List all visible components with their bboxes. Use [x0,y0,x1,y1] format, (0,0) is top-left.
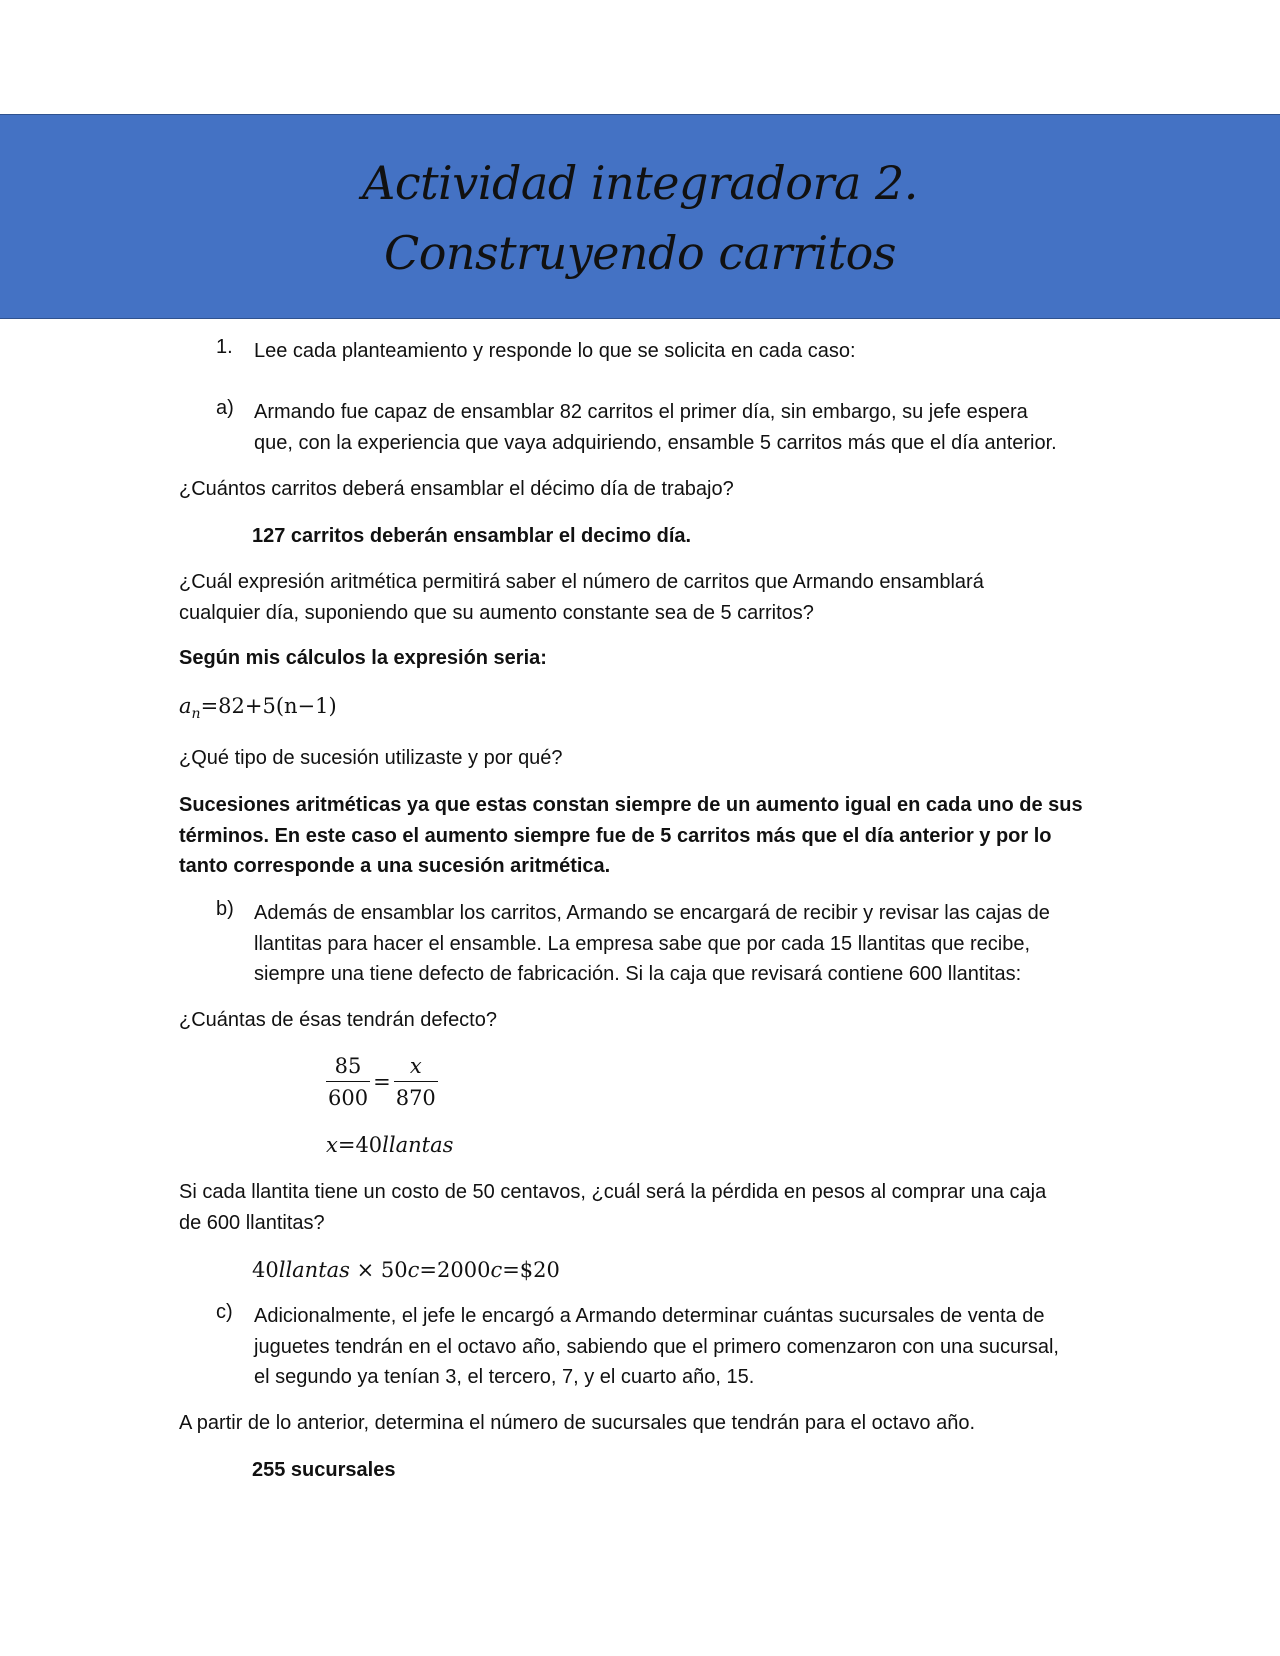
part-c-line-2: juguetes tendrán en el octavo año, sabiendo que el primero comenzaron con una sucursal, [254,1335,1059,1358]
fraction-equals: = [373,1070,391,1094]
fraction-left [326,1054,370,1110]
part-b-line-2: llantitas para hacer el ensamble. La empresa sabe que por cada 15 llantitas que recibe, [254,932,1031,955]
cost-operator: × 50 [349,1258,408,1282]
proportion-equation [326,1054,438,1110]
question-a2 [179,567,1109,628]
result-unit: llantas [382,1133,454,1157]
fraction-left-denominator: 600 [328,1086,369,1110]
part-c-line-1: Adicionalmente, el jefe le encargó a Armando determinar cuántas sucursales de venta de [254,1305,1045,1327]
answer-a2-intro: Según mis cálculos la expresión seria: [179,647,547,669]
formula-an [179,691,1109,730]
fraction-right-numerator: x [394,1054,438,1082]
question-a1: ¿Cuántos carritos deberá ensamblar el décimo día de trabajo? [179,478,734,500]
question-b2-line-1: Si cada llantita tiene un costo de 50 centavos, ¿cuál será la pérdida en pesos al comprar una caja [179,1181,1047,1203]
title-line-2: Construyendo carritos [384,226,896,280]
question-a3: ¿Qué tipo de sucesión utilizaste y por qué? [179,747,563,769]
defect-result [326,1130,1256,1161]
item-instruction: Lee cada planteamiento y responde lo que se solicita en cada caso: [254,340,856,362]
result-variable: x [326,1133,338,1157]
question-c1: A partir de lo anterior, determina el número de sucursales que tendrán para el octavo año. [179,1412,976,1434]
part-c-letter: c) [216,1301,233,1323]
fraction-right-denominator: 870 [395,1086,436,1110]
question-b2-line-2: de 600 llantitas? [179,1211,325,1234]
part-b-line-1: Además de ensamblar los carritos, Armando se encargará de recibir y revisar las cajas de [254,902,1050,924]
answer-c1: 255 sucursales [252,1459,396,1481]
question-a2-line-1: ¿Cuál expresión aritmética permitirá saber el número de carritos que Armando ensamblará [179,571,984,593]
fraction-left-numerator: 85 [326,1054,370,1082]
cost-unit-llantas: llantas [278,1258,350,1282]
question-b1: ¿Cuántas de ésas tendrán defecto? [179,1009,497,1031]
formula-subscript: n [191,706,201,723]
cost-result: =$20 [502,1258,560,1282]
item-number: 1. [216,336,233,358]
answer-a3-line-2: términos. En este caso el aumento siempre fue de 5 carritos más que el día anterior y por lo [179,824,1052,847]
part-b-line-3: siempre una tiene defecto de fabricación. Si la caja que revisará contiene 600 llantitas: [254,963,1022,985]
formula-term: a [179,694,192,718]
result-value: =40 [337,1133,383,1157]
answer-a1: 127 carritos deberán ensamblar el decimo día. [252,525,692,547]
part-c-statement [254,1301,1114,1393]
cost-quantity: 40 [252,1258,279,1282]
part-c-line-3: el segundo ya tenían 3, el tercero, 7, y el cuarto año, 15. [254,1366,755,1388]
cost-unit-c1: c [407,1258,420,1282]
answer-a3 [179,790,1109,882]
part-a-line-1: Armando fue capaz de ensamblar 82 carritos el primer día, sin embargo, su jefe espera [254,401,1028,423]
formula-expression: =82+5(n−1) [200,694,337,718]
cost-unit-c2: c [490,1258,503,1282]
answer-a3-line-3: tanto corresponde a una sucesión aritmética. [179,855,611,877]
cost-subtotal: =2000 [419,1258,491,1282]
part-b-statement [254,898,1114,990]
part-a-statement [254,397,1114,458]
cost-calculation [252,1255,1182,1286]
title-banner [0,114,1280,319]
part-b-letter: b) [216,898,234,920]
part-a-letter: a) [216,397,234,419]
question-b2 [179,1177,1109,1238]
title-line-1: Actividad integradora 2. [362,156,918,210]
question-a2-line-2: cualquier día, suponiendo que su aumento constante sea de 5 carritos? [179,601,814,624]
fraction-right [394,1054,438,1110]
part-a-line-2: que, con la experiencia que vaya adquiriendo, ensamble 5 carritos más que el día anterior. [254,431,1057,454]
answer-a3-line-1: Sucesiones aritméticas ya que estas constan siempre de un aumento igual en cada uno de sus [179,794,1083,816]
